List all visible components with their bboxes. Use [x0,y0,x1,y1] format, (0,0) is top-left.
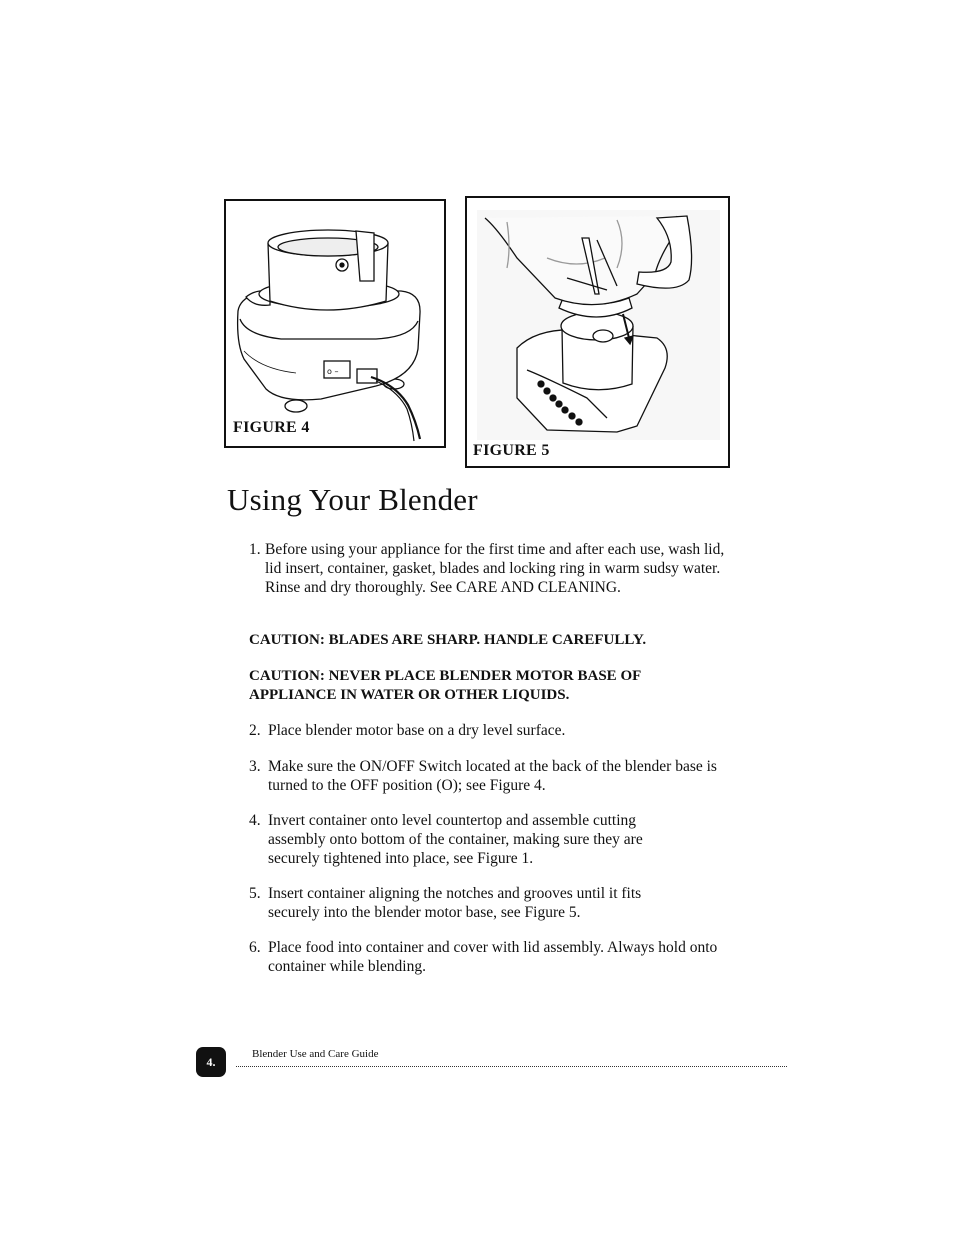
step-number: 1. [249,541,261,558]
switch-label: o – [327,367,339,376]
step-text: Make sure the ON/OFF Switch located at the back of the blender base is turned to the OFF position (O); see Figure 4. [268,758,717,794]
page-number-badge: 4. [196,1047,226,1077]
step-number: 3. [249,758,261,775]
step-number: 5. [249,885,261,902]
section-title: Using Your Blender [227,482,478,517]
step-3 [249,757,729,795]
step-4 [249,811,693,868]
step-text: Before using your appliance for the first time and after each use, wash lid, lid insert, container, gasket, blades and locking ring in warm sudsy water. Rinse and dry thoroughly. See CARE AND CLEANING. [265,541,725,596]
step-6 [249,938,729,976]
caution-blades: CAUTION: BLADES ARE SHARP. HANDLE CAREFULLY. [249,632,647,648]
footer-divider [236,1066,787,1067]
figure-4-label: FIGURE 4 [233,419,310,436]
step-5 [249,884,693,922]
container-insert-illustration [467,198,728,466]
figure-5-label: FIGURE 5 [473,442,550,459]
step-text: Invert container onto level countertop and assemble cutting assembly onto bottom of the container, making sure they are securely tightened into place, see Figure 1. [268,812,643,867]
footer-guide-title: Blender Use and Care Guide [252,1048,379,1060]
figure-5 [465,196,730,468]
step-text: Insert container aligning the notches and grooves until it fits securely into the blender motor base, see Figure 5. [268,885,642,921]
blender-base-illustration [226,201,444,446]
step-number: 2. [249,722,261,739]
step-2 [249,721,565,740]
step-text: Place blender motor base on a dry level surface. [268,722,566,739]
step-number: 6. [249,939,261,956]
step-number: 4. [249,812,261,829]
step-text: Place food into container and cover with lid assembly. Always hold onto container while blending. [268,939,718,975]
step-1 [249,540,729,597]
caution-motor-base: CAUTION: NEVER PLACE BLENDER MOTOR BASE OF APPLIANCE IN WATER OR OTHER LIQUIDS. [249,668,641,703]
figure-4 [224,199,446,448]
